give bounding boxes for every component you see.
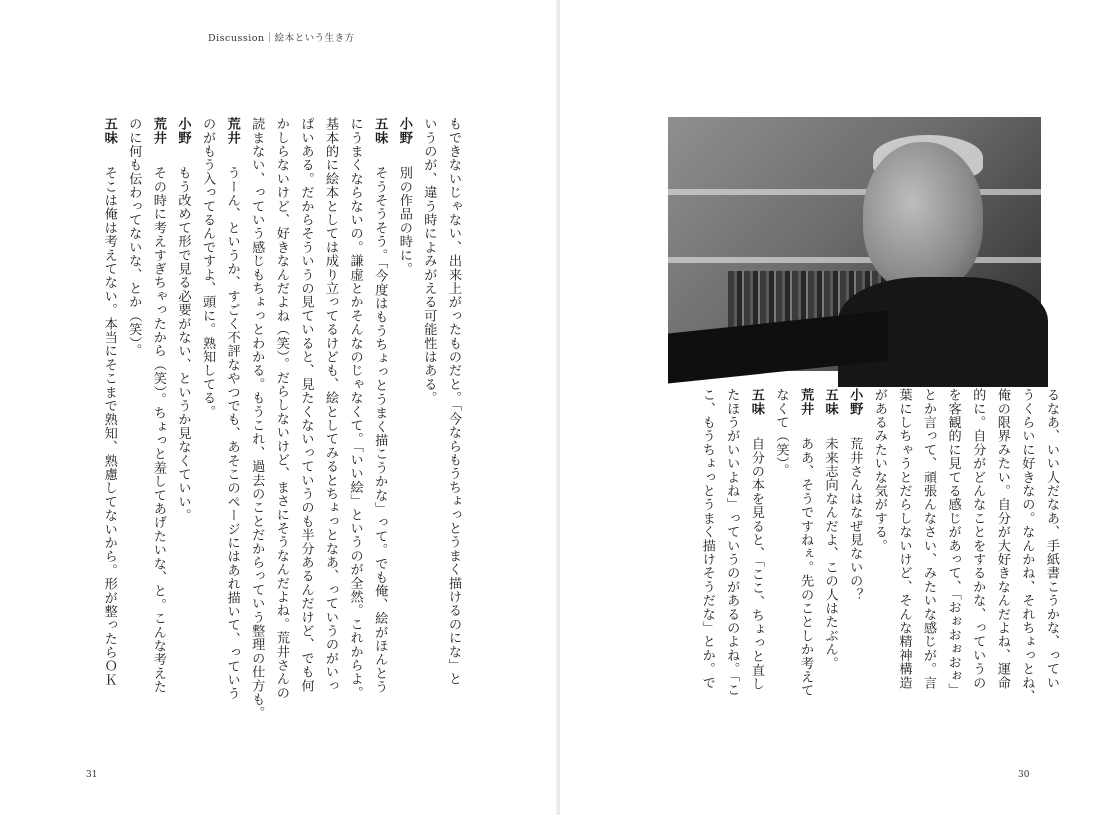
line-text: こ、もうちょっとうまく描けそうだな」とか。で xyxy=(699,388,715,690)
text-line xyxy=(1014,388,1039,728)
line-text: 基本的に絵本としては成り立ってるけども、絵としてみるとちょっとなあ、っていうのがいっ xyxy=(323,117,339,693)
line-text: 荒井さんはなぜ見ないの？ xyxy=(847,437,863,602)
line-text: 未来志向なんだよ、この人はたぶん。 xyxy=(822,437,838,670)
line-text: 的に。自分がどんなことをするかな、っていうの xyxy=(970,388,986,690)
line-text: 俺の限界みたい。自分が大好きなんだよね、運命 xyxy=(994,388,1010,690)
text-line xyxy=(145,117,170,737)
line-text: のに何も伝わってないな、とか（笑）。 xyxy=(126,117,142,357)
text-line xyxy=(817,388,842,728)
text-line xyxy=(194,117,219,737)
line-text: るなあ、いい人だなあ、手紙書こうかな、ってい xyxy=(1044,388,1059,690)
page-number-left: 31 xyxy=(86,770,98,780)
line-text: にうまくならないの。謙虚とかそんなのじゃなくて。「いい絵」というのが全然。これからよ。 xyxy=(347,117,363,700)
text-line xyxy=(293,117,318,737)
page-number-right: 30 xyxy=(1018,770,1030,780)
line-text: かしらないけど、好きなんだよね（笑）。だらしないけど、まさにそうなんだよね。荒井さんの xyxy=(273,117,289,700)
line-text: なくて（笑）。 xyxy=(773,388,789,478)
text-line xyxy=(1038,388,1063,728)
speaker-name: 小野 xyxy=(847,388,863,416)
text-line xyxy=(891,388,916,728)
line-text: 別の作品の時に。 xyxy=(396,166,412,276)
text-line xyxy=(342,117,367,737)
text-line xyxy=(416,117,441,737)
line-text: ぱいある。だからそういうの見ていると、見たくないっていうのも半分あるんだけど、でも何 xyxy=(298,117,314,693)
text-line xyxy=(842,388,867,728)
text-line xyxy=(219,117,244,737)
speaker-name: 荒井 xyxy=(150,117,166,145)
line-text: のがもう入ってるんですよ、頭に。熟知してる。 xyxy=(200,117,216,419)
line-text: があるみたいな気がする。 xyxy=(871,388,887,553)
line-text: そこは俺は考えてない。本当にそこまで熟知、熟慮してないから。形が整ったらＯＫ xyxy=(101,166,117,687)
line-text: もう改めて形で見る必要がない、というか見なくていい。 xyxy=(175,166,191,523)
speaker-name: 荒井 xyxy=(224,117,240,145)
line-text: ああ、そうですねぇ。先のことしか考えて xyxy=(798,437,814,698)
line-text: そうそうそう。「今度はもうちょっとうまく描こうかな」って。でも俺、絵がほんとう xyxy=(372,166,388,694)
running-header: Discussion｜絵本という生き方 xyxy=(208,33,355,44)
speaker-name: 小野 xyxy=(396,117,412,145)
text-line xyxy=(719,388,744,728)
left-page-text xyxy=(65,117,465,737)
portrait-photo xyxy=(668,117,1041,371)
line-text: その時に考えすぎちゃったから（笑）。ちょっと羞してあげたいな、と。こんな考えた xyxy=(150,166,166,694)
text-line xyxy=(989,388,1014,728)
speaker-name: 五味 xyxy=(372,117,388,145)
text-line xyxy=(268,117,293,737)
text-line xyxy=(367,117,392,737)
text-line xyxy=(317,117,342,737)
line-text: うーん、というか、すごく不評なやつでも、あそこのページにはあれ描いて、っていう xyxy=(224,166,240,701)
line-text: もできないじゃない、出来上がったものだと。「今ならもうちょっとうまく描けるのにな」と xyxy=(446,117,461,686)
text-line xyxy=(866,388,891,728)
text-line xyxy=(694,388,719,728)
speaker-name: 五味 xyxy=(748,388,764,416)
text-line xyxy=(768,388,793,728)
text-line xyxy=(965,388,990,728)
right-page-text xyxy=(699,388,1063,728)
text-line xyxy=(391,117,416,737)
text-line xyxy=(940,388,965,728)
line-text: うくらいに好きなの。なんかね、それちょっとね、 xyxy=(1019,388,1035,704)
text-line xyxy=(915,388,940,728)
text-line xyxy=(440,117,465,737)
line-text: たほうがいいよね」っていうのがあるのよね。「こ xyxy=(724,388,740,697)
line-text: を客観的に見てる感じがあって、「おぉおぉおぉ」 xyxy=(945,388,961,697)
line-text: 読まない、っていう感じもちょっとわかる。もうこれ、過去のことだからっていう整理の仕方も。 xyxy=(249,117,265,720)
text-line xyxy=(96,117,121,737)
text-line xyxy=(743,388,768,728)
speaker-name: 小野 xyxy=(175,117,191,145)
text-line xyxy=(170,117,195,737)
line-text: とか言って、頑張んなさい、みたいな感じが。言 xyxy=(921,388,937,690)
line-text: 自分の本を見ると、「ここ、ちょっと直し xyxy=(748,437,764,691)
text-line xyxy=(244,117,269,737)
speaker-name: 五味 xyxy=(822,388,838,416)
speaker-name: 荒井 xyxy=(798,388,814,416)
text-line xyxy=(792,388,817,728)
line-text: 葉にしちゃうとだらしないけど、そんな精神構造 xyxy=(896,388,912,690)
speaker-name: 五味 xyxy=(101,117,117,145)
line-text: いうのが、違う時によみがえる可能性はある。 xyxy=(421,117,437,405)
text-line xyxy=(121,117,146,737)
